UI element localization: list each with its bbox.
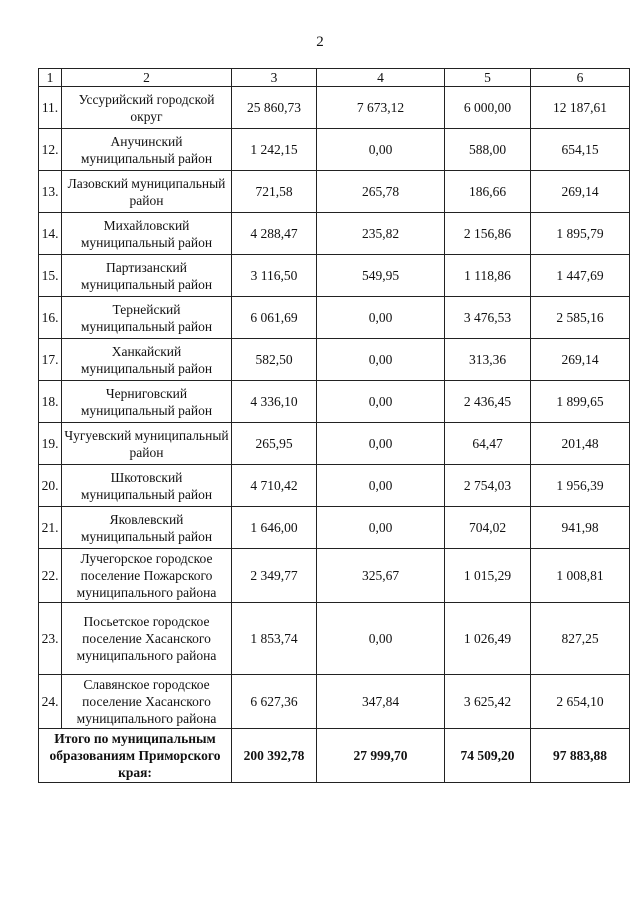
table-row bbox=[39, 255, 630, 297]
value-col-6: 1 447,69 bbox=[531, 255, 630, 297]
table-row bbox=[39, 213, 630, 255]
table-row bbox=[39, 129, 630, 171]
table-row bbox=[39, 603, 630, 675]
value-col-4: 0,00 bbox=[317, 465, 445, 507]
value-col-3: 1 853,74 bbox=[232, 603, 317, 675]
row-number: 15. bbox=[39, 255, 62, 297]
municipality-name: Тернейский муниципальный район bbox=[62, 297, 232, 339]
table-row bbox=[39, 549, 630, 603]
row-number: 13. bbox=[39, 171, 62, 213]
municipality-name: Лазовский муниципальный район bbox=[62, 171, 232, 213]
value-col-3: 265,95 bbox=[232, 423, 317, 465]
value-col-6: 201,48 bbox=[531, 423, 630, 465]
value-col-6: 1 895,79 bbox=[531, 213, 630, 255]
total-col-3: 200 392,78 bbox=[232, 729, 317, 783]
value-col-3: 3 116,50 bbox=[232, 255, 317, 297]
value-col-3: 2 349,77 bbox=[232, 549, 317, 603]
value-col-6: 2 654,10 bbox=[531, 675, 630, 729]
value-col-4: 0,00 bbox=[317, 339, 445, 381]
municipality-name: Михайловский муниципальный район bbox=[62, 213, 232, 255]
header-col-3: 3 bbox=[232, 69, 317, 87]
municipality-name: Лучегорское городское поселение Пожарского муниципального района bbox=[62, 549, 232, 603]
row-number: 12. bbox=[39, 129, 62, 171]
table-row bbox=[39, 297, 630, 339]
row-number: 23. bbox=[39, 603, 62, 675]
value-col-3: 4 336,10 bbox=[232, 381, 317, 423]
municipality-name: Яковлевский муниципальный район bbox=[62, 507, 232, 549]
table-row bbox=[39, 381, 630, 423]
table-row bbox=[39, 675, 630, 729]
value-col-4: 0,00 bbox=[317, 297, 445, 339]
value-col-6: 941,98 bbox=[531, 507, 630, 549]
value-col-5: 3 625,42 bbox=[445, 675, 531, 729]
value-col-4: 7 673,12 bbox=[317, 87, 445, 129]
value-col-5: 64,47 bbox=[445, 423, 531, 465]
header-col-4: 4 bbox=[317, 69, 445, 87]
municipality-name: Уссурийский городской округ bbox=[62, 87, 232, 129]
municipality-name: Чугуевский муниципальный район bbox=[62, 423, 232, 465]
table-row bbox=[39, 87, 630, 129]
table-header-row bbox=[39, 69, 630, 87]
table-row bbox=[39, 171, 630, 213]
table-row bbox=[39, 465, 630, 507]
value-col-6: 827,25 bbox=[531, 603, 630, 675]
value-col-3: 4 288,47 bbox=[232, 213, 317, 255]
total-label: Итого по муниципальным образованиям Приморского края: bbox=[39, 729, 232, 783]
value-col-6: 2 585,16 bbox=[531, 297, 630, 339]
total-col-5: 74 509,20 bbox=[445, 729, 531, 783]
municipality-name: Шкотовский муниципальный район bbox=[62, 465, 232, 507]
header-col-1: 1 bbox=[39, 69, 62, 87]
value-col-5: 313,36 bbox=[445, 339, 531, 381]
value-col-4: 0,00 bbox=[317, 129, 445, 171]
value-col-6: 1 899,65 bbox=[531, 381, 630, 423]
value-col-4: 325,67 bbox=[317, 549, 445, 603]
row-number: 11. bbox=[39, 87, 62, 129]
row-number: 16. bbox=[39, 297, 62, 339]
municipality-name: Ханкайский муниципальный район bbox=[62, 339, 232, 381]
municipality-name: Черниговский муниципальный район bbox=[62, 381, 232, 423]
municipality-name: Партизанский муниципальный район bbox=[62, 255, 232, 297]
row-number: 22. bbox=[39, 549, 62, 603]
value-col-5: 704,02 bbox=[445, 507, 531, 549]
value-col-5: 3 476,53 bbox=[445, 297, 531, 339]
row-number: 17. bbox=[39, 339, 62, 381]
table-row bbox=[39, 423, 630, 465]
municipality-name: Славянское городское поселение Хасанского муниципального района bbox=[62, 675, 232, 729]
value-col-5: 6 000,00 bbox=[445, 87, 531, 129]
value-col-6: 1 008,81 bbox=[531, 549, 630, 603]
value-col-3: 721,58 bbox=[232, 171, 317, 213]
value-col-5: 2 754,03 bbox=[445, 465, 531, 507]
value-col-4: 0,00 bbox=[317, 507, 445, 549]
value-col-6: 12 187,61 bbox=[531, 87, 630, 129]
value-col-3: 6 627,36 bbox=[232, 675, 317, 729]
value-col-5: 186,66 bbox=[445, 171, 531, 213]
value-col-4: 0,00 bbox=[317, 381, 445, 423]
value-col-3: 582,50 bbox=[232, 339, 317, 381]
row-number: 14. bbox=[39, 213, 62, 255]
value-col-6: 1 956,39 bbox=[531, 465, 630, 507]
municipality-name: Анучинский муниципальный район bbox=[62, 129, 232, 171]
page-number: 2 bbox=[316, 34, 324, 50]
value-col-4: 235,82 bbox=[317, 213, 445, 255]
value-col-4: 347,84 bbox=[317, 675, 445, 729]
value-col-4: 265,78 bbox=[317, 171, 445, 213]
table-row bbox=[39, 507, 630, 549]
value-col-6: 269,14 bbox=[531, 339, 630, 381]
value-col-4: 0,00 bbox=[317, 423, 445, 465]
header-col-5: 5 bbox=[445, 69, 531, 87]
header-col-6: 6 bbox=[531, 69, 630, 87]
value-col-3: 25 860,73 bbox=[232, 87, 317, 129]
value-col-4: 0,00 bbox=[317, 603, 445, 675]
value-col-5: 2 156,86 bbox=[445, 213, 531, 255]
total-col-6: 97 883,88 bbox=[531, 729, 630, 783]
value-col-3: 1 646,00 bbox=[232, 507, 317, 549]
row-number: 24. bbox=[39, 675, 62, 729]
value-col-6: 269,14 bbox=[531, 171, 630, 213]
value-col-3: 1 242,15 bbox=[232, 129, 317, 171]
header-col-2: 2 bbox=[62, 69, 232, 87]
value-col-5: 1 026,49 bbox=[445, 603, 531, 675]
value-col-5: 1 118,86 bbox=[445, 255, 531, 297]
value-col-4: 549,95 bbox=[317, 255, 445, 297]
value-col-3: 6 061,69 bbox=[232, 297, 317, 339]
value-col-5: 2 436,45 bbox=[445, 381, 531, 423]
row-number: 18. bbox=[39, 381, 62, 423]
value-col-5: 588,00 bbox=[445, 129, 531, 171]
value-col-3: 4 710,42 bbox=[232, 465, 317, 507]
municipality-name: Посьетское городское поселение Хасанского муниципального района bbox=[62, 603, 232, 675]
row-number: 19. bbox=[39, 423, 62, 465]
row-number: 21. bbox=[39, 507, 62, 549]
table-row bbox=[39, 339, 630, 381]
total-row bbox=[39, 729, 630, 783]
total-col-4: 27 999,70 bbox=[317, 729, 445, 783]
value-col-6: 654,15 bbox=[531, 129, 630, 171]
data-table bbox=[38, 68, 630, 783]
value-col-5: 1 015,29 bbox=[445, 549, 531, 603]
row-number: 20. bbox=[39, 465, 62, 507]
